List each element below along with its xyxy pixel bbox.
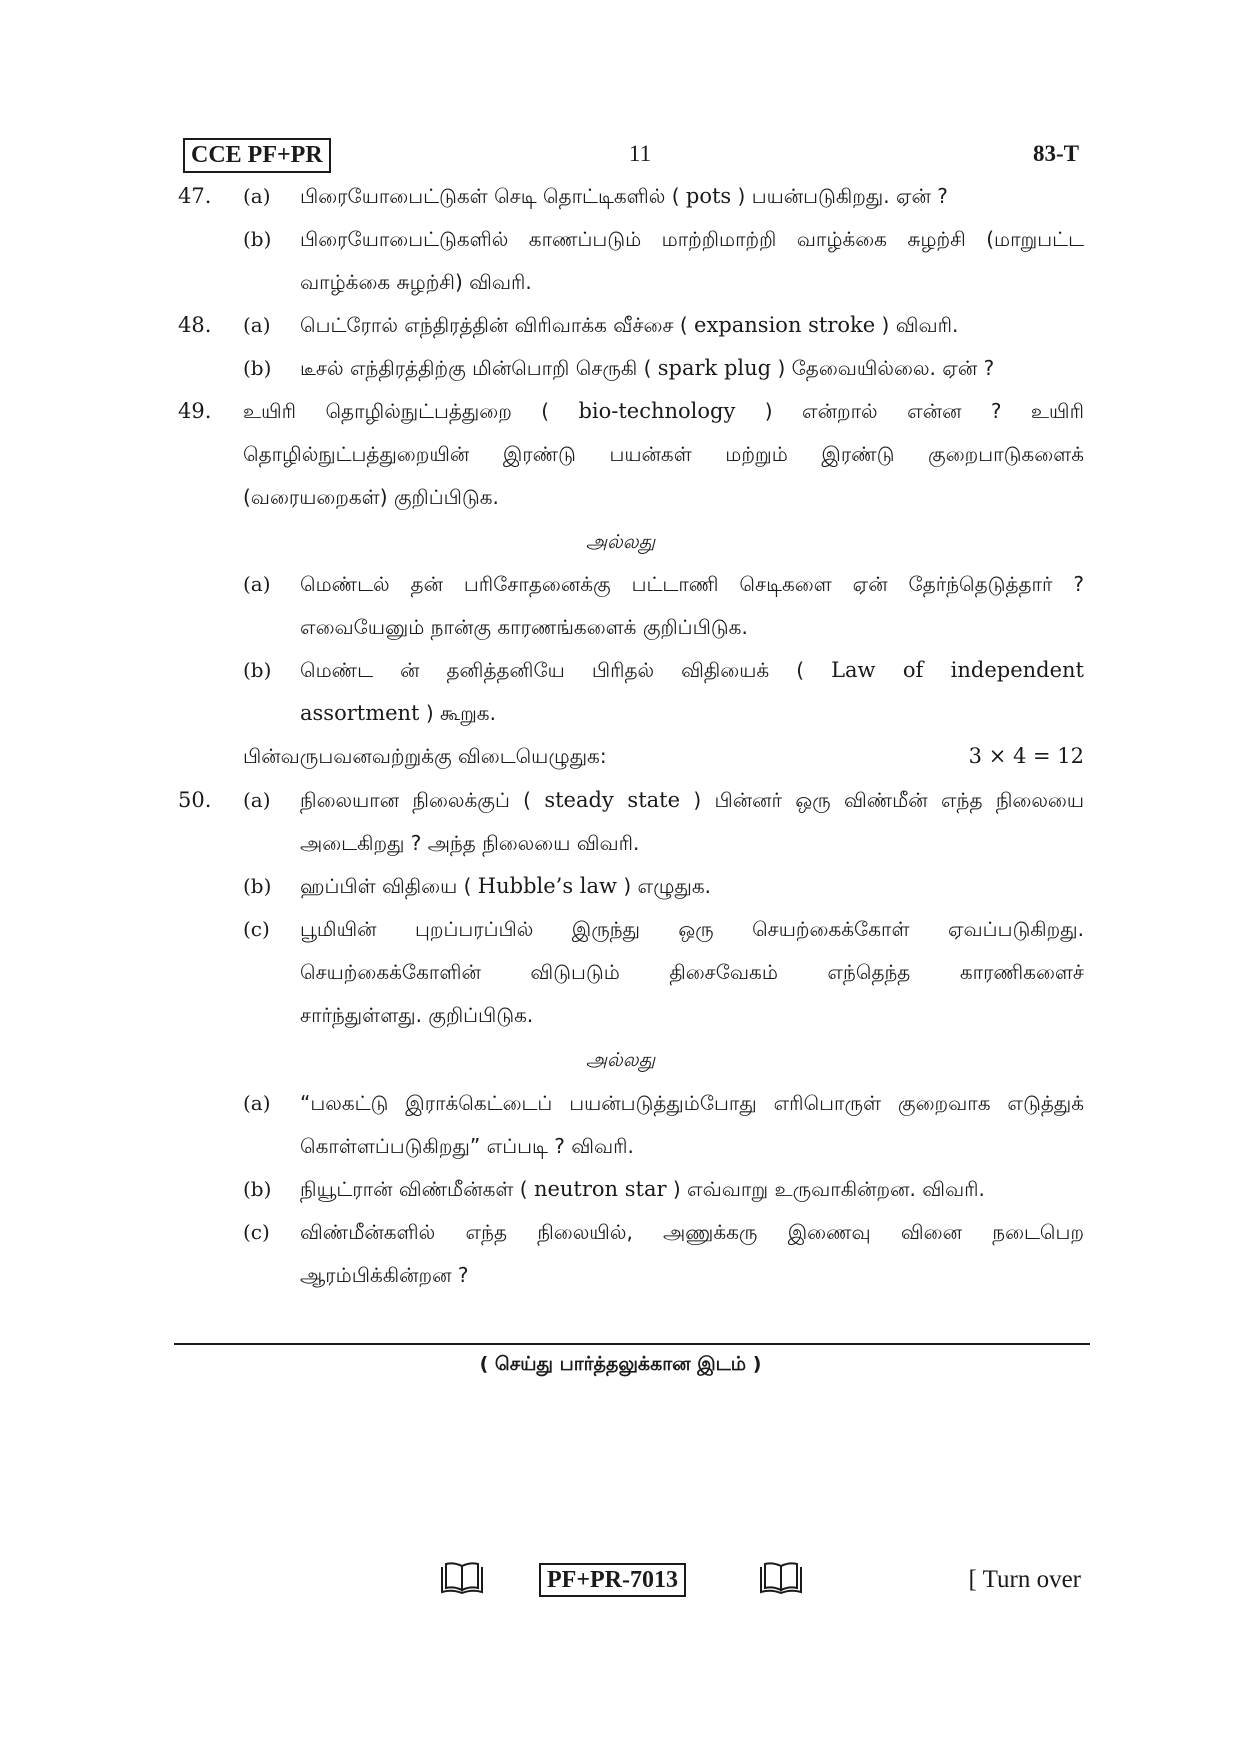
- q47-a-label: (a): [243, 184, 271, 208]
- book-icon: [758, 1562, 804, 1596]
- q50-alt-a-line2: கொள்ளப்படுகிறது” எப்படி ? விவரி.: [300, 1134, 634, 1158]
- section-instruction: பின்வருபவனவற்றுக்கு விடையெழுதுக:: [243, 744, 607, 768]
- q48-b-label: (b): [243, 356, 272, 380]
- q49-line2: தொழில்நுட்பத்துறையின் இரண்டு பயன்கள் மற்றும் இரண்டு குறைபாடுகளைக்: [243, 442, 1084, 466]
- q49-b-line2: assortment ) கூறுக.: [300, 701, 496, 725]
- or-separator-49: அல்லது: [585, 531, 656, 553]
- footer-code-box: PF+PR-7013: [539, 1563, 686, 1597]
- q50-b-text: ஹப்பிள் விதியை ( Hubble’s law ) எழுதுக.: [300, 874, 711, 898]
- q49-a-line2: எவையேனும் நான்கு காரணங்களைக் குறிப்பிடுக.: [300, 615, 748, 639]
- q48-a-label: (a): [243, 313, 271, 337]
- q50-alt-b-label: (b): [243, 1177, 272, 1201]
- q50-c-line2: செயற்கைக்கோளின் விடுபடும் திசைவேகம் எந்தெந்த காரணிகளைச்: [300, 960, 1084, 984]
- q50-alt-a-line1: “பலகட்டு இராக்கெட்டைப் பயன்படுத்தும்போது எரிபொருள் குறைவாக எடுத்துக்: [300, 1091, 1084, 1115]
- q50-a-line1: நிலையான நிலைக்குப் ( steady state ) பின்னர் ஒரு விண்மீன் எந்த நிலையை: [300, 788, 1084, 812]
- q50-a-label: (a): [243, 788, 271, 812]
- question-number-50: 50.: [178, 788, 212, 812]
- q49-line1: உயிரி தொழில்நுட்பத்துறை ( bio-technology ) என்றால் என்ன ? உயிரி: [243, 399, 1084, 423]
- turn-over-label: [ Turn over: [968, 1566, 1081, 1593]
- q50-alt-a-label: (a): [243, 1091, 271, 1115]
- rough-work-label: ( செய்து பார்த்தலுக்கான இடம் ): [479, 1353, 762, 1375]
- q49-b-line1: மெண்ட ன் தனித்தனியே பிரிதல் விதியைக் ( Law of independent: [300, 658, 1084, 682]
- question-number-47: 47.: [178, 184, 212, 208]
- q49-a-line1: மெண்டல் தன் பரிசோதனைக்கு பட்டாணி செடிகளை ஏன் தேர்ந்தெடுத்தார் ?: [300, 572, 1084, 596]
- or-separator-50: அல்லது: [585, 1049, 656, 1071]
- divider-rule: [174, 1343, 1090, 1345]
- q49-a-label: (a): [243, 572, 271, 596]
- book-icon: [439, 1562, 485, 1596]
- q50-alt-c-label: (c): [243, 1220, 270, 1244]
- q50-alt-b-text: நியூட்ரான் விண்மீன்கள் ( neutron star ) எவ்வாறு உருவாகின்றன. விவரி.: [300, 1177, 985, 1201]
- question-number-48: 48.: [178, 313, 212, 337]
- question-number-49: 49.: [178, 399, 212, 423]
- q49-b-label: (b): [243, 658, 272, 682]
- q47-a-text: பிரையோபைட்டுகள் செடி தொட்டிகளில் ( pots ) பயன்படுகிறது. ஏன் ?: [300, 184, 948, 208]
- q48-a-text: பெட்ரோல் எந்திரத்தின் விரிவாக்க வீச்சை ( expansion stroke ) விவரி.: [300, 313, 959, 337]
- q49-line3: (வரையறைகள்) குறிப்பிடுக.: [243, 485, 499, 509]
- q50-alt-c-line2: ஆரம்பிக்கின்றன ?: [300, 1263, 469, 1287]
- q50-c-line1: பூமியின் புறப்பரப்பில் இருந்து ஒரு செயற்கைக்கோள் ஏவப்படுகிறது.: [300, 917, 1084, 941]
- q50-c-label: (c): [243, 917, 270, 941]
- q47-b-label: (b): [243, 227, 272, 251]
- paper-code: 83-T: [1033, 141, 1079, 166]
- page-number: 11: [628, 141, 652, 166]
- q47-b-line2: வாழ்க்கை சுழற்சி) விவரி.: [300, 270, 532, 294]
- q50-a-line2: அடைகிறது ? அந்த நிலையை விவரி.: [300, 831, 640, 855]
- q50-c-line3: சார்ந்துள்ளது. குறிப்பிடுக.: [300, 1003, 534, 1027]
- q50-alt-c-line1: விண்மீன்களில் எந்த நிலையில், அணுக்கரு இணைவு வினை நடைபெற: [300, 1220, 1084, 1244]
- section-marks: 3 × 4 = 12: [968, 744, 1084, 768]
- q47-b-line1: பிரையோபைட்டுகளில் காணப்படும் மாற்றிமாற்றி வாழ்க்கை சுழற்சி (மாறுபட்ட: [300, 227, 1084, 251]
- header-code-box: CCE PF+PR: [183, 138, 331, 173]
- q48-b-text: டீசல் எந்திரத்திற்கு மின்பொறி செருகி ( spark plug ) தேவையில்லை. ஏன் ?: [300, 356, 995, 380]
- q50-b-label: (b): [243, 874, 272, 898]
